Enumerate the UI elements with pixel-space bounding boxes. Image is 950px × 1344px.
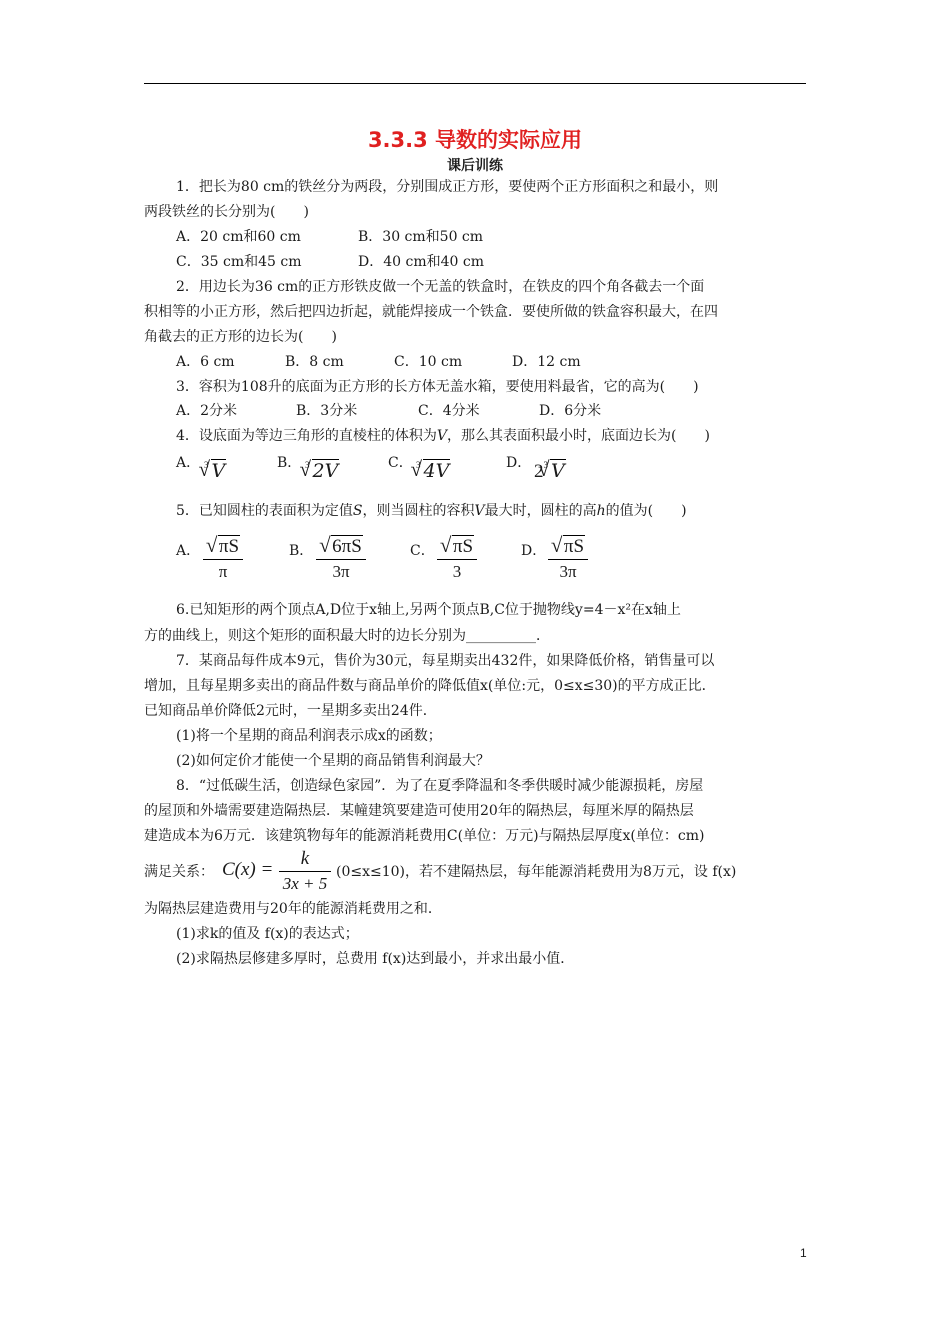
q4-line1: 4．设底面为等边三角形的直棱柱的体积为V，那么其表面积最小时，底面边长为( ) [176, 428, 710, 444]
q4-option-d-label: D． [506, 455, 532, 471]
page-title: 3.3.3 导数的实际应用 [367, 128, 583, 152]
q4-option-c-label: C． [388, 455, 413, 471]
q7-line2: 增加，且每星期多卖出的商品件数与商品单价的降低值x(单位:元，0≤x≤30)的平方成正比． [144, 678, 716, 694]
q5-line1: 5．已知圆柱的表面积为定值S，则当圆柱的容积V最大时，圆柱的高h的值为( ) [176, 503, 687, 519]
q5-option-a-fraction: √ $\frac{\pi S}{\pi}$ [203, 536, 243, 582]
q4-option-a-label: A． [176, 455, 201, 471]
q5-option-b-fraction: √ $\frac{6\pi S}{3\pi}$ [316, 536, 366, 582]
q5-option-d-label: D． [521, 543, 547, 559]
page-subtitle: 课后训练 [447, 158, 503, 174]
q1-option-b: B．30 cm和50 cm [358, 229, 484, 245]
q3-option-d: D．6分米 [539, 403, 602, 419]
q1-option-d: D．40 cm和40 cm [358, 254, 484, 270]
q7-line1: 7．某商品每件成本9元，售价为30元，每星期卖出432件，如果降低价格，销售量可以 [176, 653, 715, 669]
q4-option-b-label: B． [277, 455, 302, 471]
q8-formula-lhs: C(x) = [222, 859, 274, 880]
q6-line2: 方的曲线上，则这个矩形的面积最大时的边长分别为__________． [144, 628, 550, 644]
header-rule [144, 83, 806, 84]
q7-sub2: (2)如何定价才能使一个星期的商品销售利润最大？ [176, 753, 490, 769]
q8-line2: 的屋顶和外墙需要建造隔热层．某幢建筑要建造可使用20年的隔热层，每厘米厚的隔热层 [144, 803, 694, 819]
q5-option-c-label: C． [410, 543, 435, 559]
q2-line3: 角截去的正方形的边长为( ) [144, 329, 337, 345]
q4-option-d-expr: $2^3√$ V [534, 460, 566, 483]
q1-option-c: C．35 cm和45 cm [176, 254, 302, 270]
q5-option-b-label: B． [289, 543, 314, 559]
q3-option-c: C．4分米 [418, 403, 480, 419]
q2-option-a: A．6 cm [176, 354, 235, 370]
q4-option-c-expr: $^3$√ 4V [416, 460, 450, 483]
q7-line3: 已知商品单价降低2元时，一星期多卖出24件． [144, 703, 437, 719]
q1-option-a: A．20 cm和60 cm [176, 229, 301, 245]
q8-line4-post: (0≤x≤10)，若不建隔热层，每年能源消耗费用为8万元，设 f(x) [336, 864, 737, 880]
q4-option-a-expr: $^3$√ V [204, 460, 226, 483]
q8-line5: 为隔热层建造费用与20年的能源消耗费用之和． [144, 901, 442, 917]
q4-option-b-expr: $^3$√ 2V [305, 460, 339, 483]
q8-sub2: (2)求隔热层修建多厚时，总费用 f(x)达到最小，并求出最小值． [176, 951, 575, 967]
q2-line2: 积相等的小正方形，然后把四边折起，就能焊接成一个铁盒．要使所做的铁盒容积最大，在四 [144, 304, 718, 320]
q6-line1: 6.已知矩形的两个顶点A,D位于x轴上,另两个顶点B,C位于抛物线y=4－x²在x轴上 [176, 602, 681, 618]
q8-line4-pre: 满足关系： [144, 864, 214, 880]
q8-line3: 建造成本为6万元．该建筑物每年的能源消耗费用C(单位：万元)与隔热层厚度x(单位：cm) [144, 828, 705, 844]
q5-option-d-fraction: √ $\frac{\pi S}{3\pi}$ [548, 536, 588, 582]
q7-sub1: (1)将一个星期的商品利润表示成x的函数； [176, 728, 442, 744]
page-number: 1 [800, 1246, 807, 1260]
q2-option-b: B．8 cm [285, 354, 344, 370]
q2-line1: 2．用边长为36 cm的正方形铁皮做一个无盖的铁盒时，在铁皮的四个角各截去一个面 [176, 279, 705, 295]
q8-line1: 8．“过低碳生活，创造绿色家园”．为了在夏季降温和冬季供暖时减少能源损耗，房屋 [176, 778, 704, 794]
q5-option-c-fraction: √ $\frac{\pi S}{3}$ [437, 536, 477, 582]
q1-line1: 1．把长为80 cm的铁丝分为两段，分别围成正方形，要使两个正方形面积之和最小，则 [176, 179, 719, 195]
q8-formula-fraction: $\frac{k}{3x + 5}$ [279, 848, 331, 894]
q3-line1: 3．容积为108升的底面为正方形的长方体无盖水箱，要使用料最省，它的高为( ) [176, 379, 699, 395]
q5-option-a-label: A． [176, 543, 201, 559]
q1-line2: 两段铁丝的长分别为( ) [144, 204, 309, 220]
q2-option-c: C．10 cm [394, 354, 463, 370]
q2-option-d: D．12 cm [512, 354, 581, 370]
q3-option-b: B．3分米 [296, 403, 358, 419]
q3-option-a: A．2分米 [176, 403, 238, 419]
q8-sub1: (1)求k的值及 f(x)的表达式； [176, 926, 359, 942]
